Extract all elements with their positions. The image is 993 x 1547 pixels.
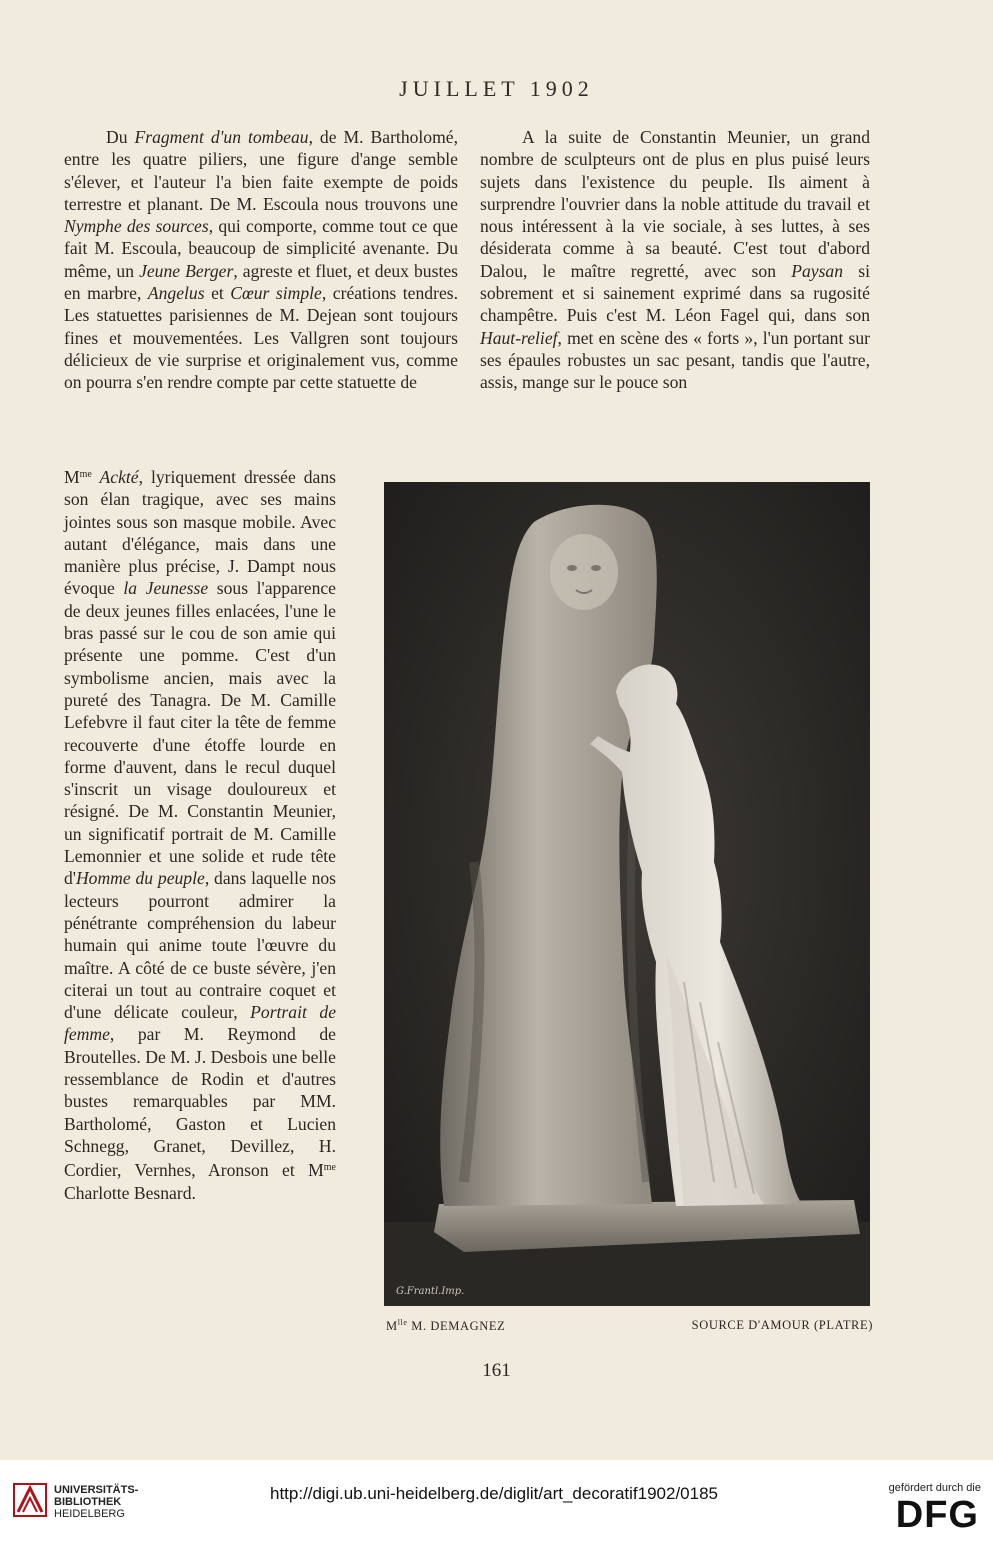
artwork-title: Cœur simple xyxy=(230,283,322,304)
figure-caption-artist: $M^{lle}$ M. DEMAGNEZ xyxy=(386,1318,506,1333)
left-paragraph-continued: $M^{me}$ Ackté, lyriquement dressée dans son élan tragique, avec ses mains jointes sous son masque mobile. Avec autant d'élégance, mais dans une manière plus précise, J. Dampt nous évoque la Jeunesse sous l'apparence de deux jeunes filles enlacées, l'une le bras passé sur le cou de son amie qui présente une pomme. C'est d'un symbolisme ancien, mais avec la pureté des Tanagra. De M. Camille Lefebvre il faut citer la tête de femme recouverte d'une étoffe lourde en forme d'auvent, dans le recul duquel s'inscrit un visage douloureux et résigné. De M. Constantin Meunier, un significatif portrait de M. Camille Lemonnier et une solide et rude tête d'Homme du peuple, dans laquelle nos lecteurs pourront admirer la pénétrante compréhension du labeur humain qui anime toute l'œuvre du maître. A côté de ce buste sévère, j'en citerai un tout au contraire coquet et d'une délicate couleur, Portrait de femme, par M. Reymond de Broutelles. De M. J. Desbois une belle ressemblance de Rodin et d'autres bustes remarquables par MM. Bartholomé, Gaston et Lucien Schnegg, Granet, Devillez, H. Cordier, Vernhes, Aronson et $M^{me}$ Charlotte Besnard. xyxy=(64,467,337,1203)
university-library-logo xyxy=(12,1482,48,1523)
university-library-name: UNIVERSITÄTS- BIBLIOTHEK HEIDELBERG xyxy=(54,1484,139,1520)
sculpture-photograph xyxy=(384,482,870,1306)
sponsor-label: gefördert durch die xyxy=(888,1482,981,1494)
artwork-title: Paysan xyxy=(791,260,844,281)
figure-caption-title: SOURCE D'AMOUR (PLATRE) xyxy=(691,1318,873,1332)
page-number: 161 xyxy=(482,1360,511,1381)
carved-face xyxy=(550,534,618,610)
sculpture-illustration xyxy=(384,482,870,1306)
right-column xyxy=(480,126,870,394)
footer-bar xyxy=(0,1460,993,1547)
artwork-title: Fragment d'un tombeau xyxy=(134,127,309,147)
photographer-signature: G.Frantl.Imp. xyxy=(396,1286,465,1297)
page-title: JUILLET 1902 xyxy=(399,76,594,101)
artwork-title: Haut-relief xyxy=(480,327,558,348)
dfg-logo: DFG xyxy=(895,1494,979,1536)
artwork-title: Nymphe des sources xyxy=(64,216,209,237)
artwork-title: la Jeunesse xyxy=(123,578,209,599)
artwork-title: Angelus xyxy=(147,283,205,304)
artwork-title: Portrait de femme xyxy=(64,1002,337,1045)
left-paragraph: Du Fragment d'un tombeau, de M. Bartholomé, entre les quatre piliers, une figure d'ange semble s'élever, et l'auteur l'a bien faite exempte de poids terrestre et planant. De M. Escoula nous trouvons une Nymphe des sources, qui comporte, comme tout ce que fait M. Escoula, beaucoup de simplicité avenante. Du même, un Jeune Berger, agreste et fluet, et deux bustes en marbre, Angelus et Cœur simple, créations tendres. Les statuettes parisiennes de M. Dejean sont toujours fines et mouvementées. Les Vallgren sont toujours délicieux de vie surprise et originalement vus, comme on pourra s'en rendre compte par cette statuette de xyxy=(64,127,458,393)
left-column xyxy=(64,126,458,394)
right-paragraph: A la suite de Constantin Meunier, un grand nombre de sculpteurs ont de plus en plus puisé leurs sujets dans l'existence du peuple. Ils aiment à surprendre l'ouvrier dans la noble attitude du travail et nous intéressent à la vie sociale, à ses luttes, à ses désiderata comme à sa beauté. C'est tout d'abord Dalou, le maître regretté, avec son Paysan si sobrement et si sainement exprimé dans sa rugosité champêtre. Puis c'est M. Léon Fagel qui, dans son Haut-relief, met en scène des « forts », l'un portant sur ses épaules robustes un sac pesant, tandis que l'autre, assis, mange sur le pouce son xyxy=(480,127,871,393)
artwork-title: Jeune Berger xyxy=(139,260,234,281)
left-column-continued xyxy=(64,464,336,1204)
permalink-url[interactable]: http://digi.ub.uni-heidelberg.de/diglit/art_decoratif1902/0185 xyxy=(270,1484,718,1503)
artwork-title: Ackté xyxy=(91,467,139,487)
artwork-title: Homme du peuple xyxy=(75,868,205,889)
